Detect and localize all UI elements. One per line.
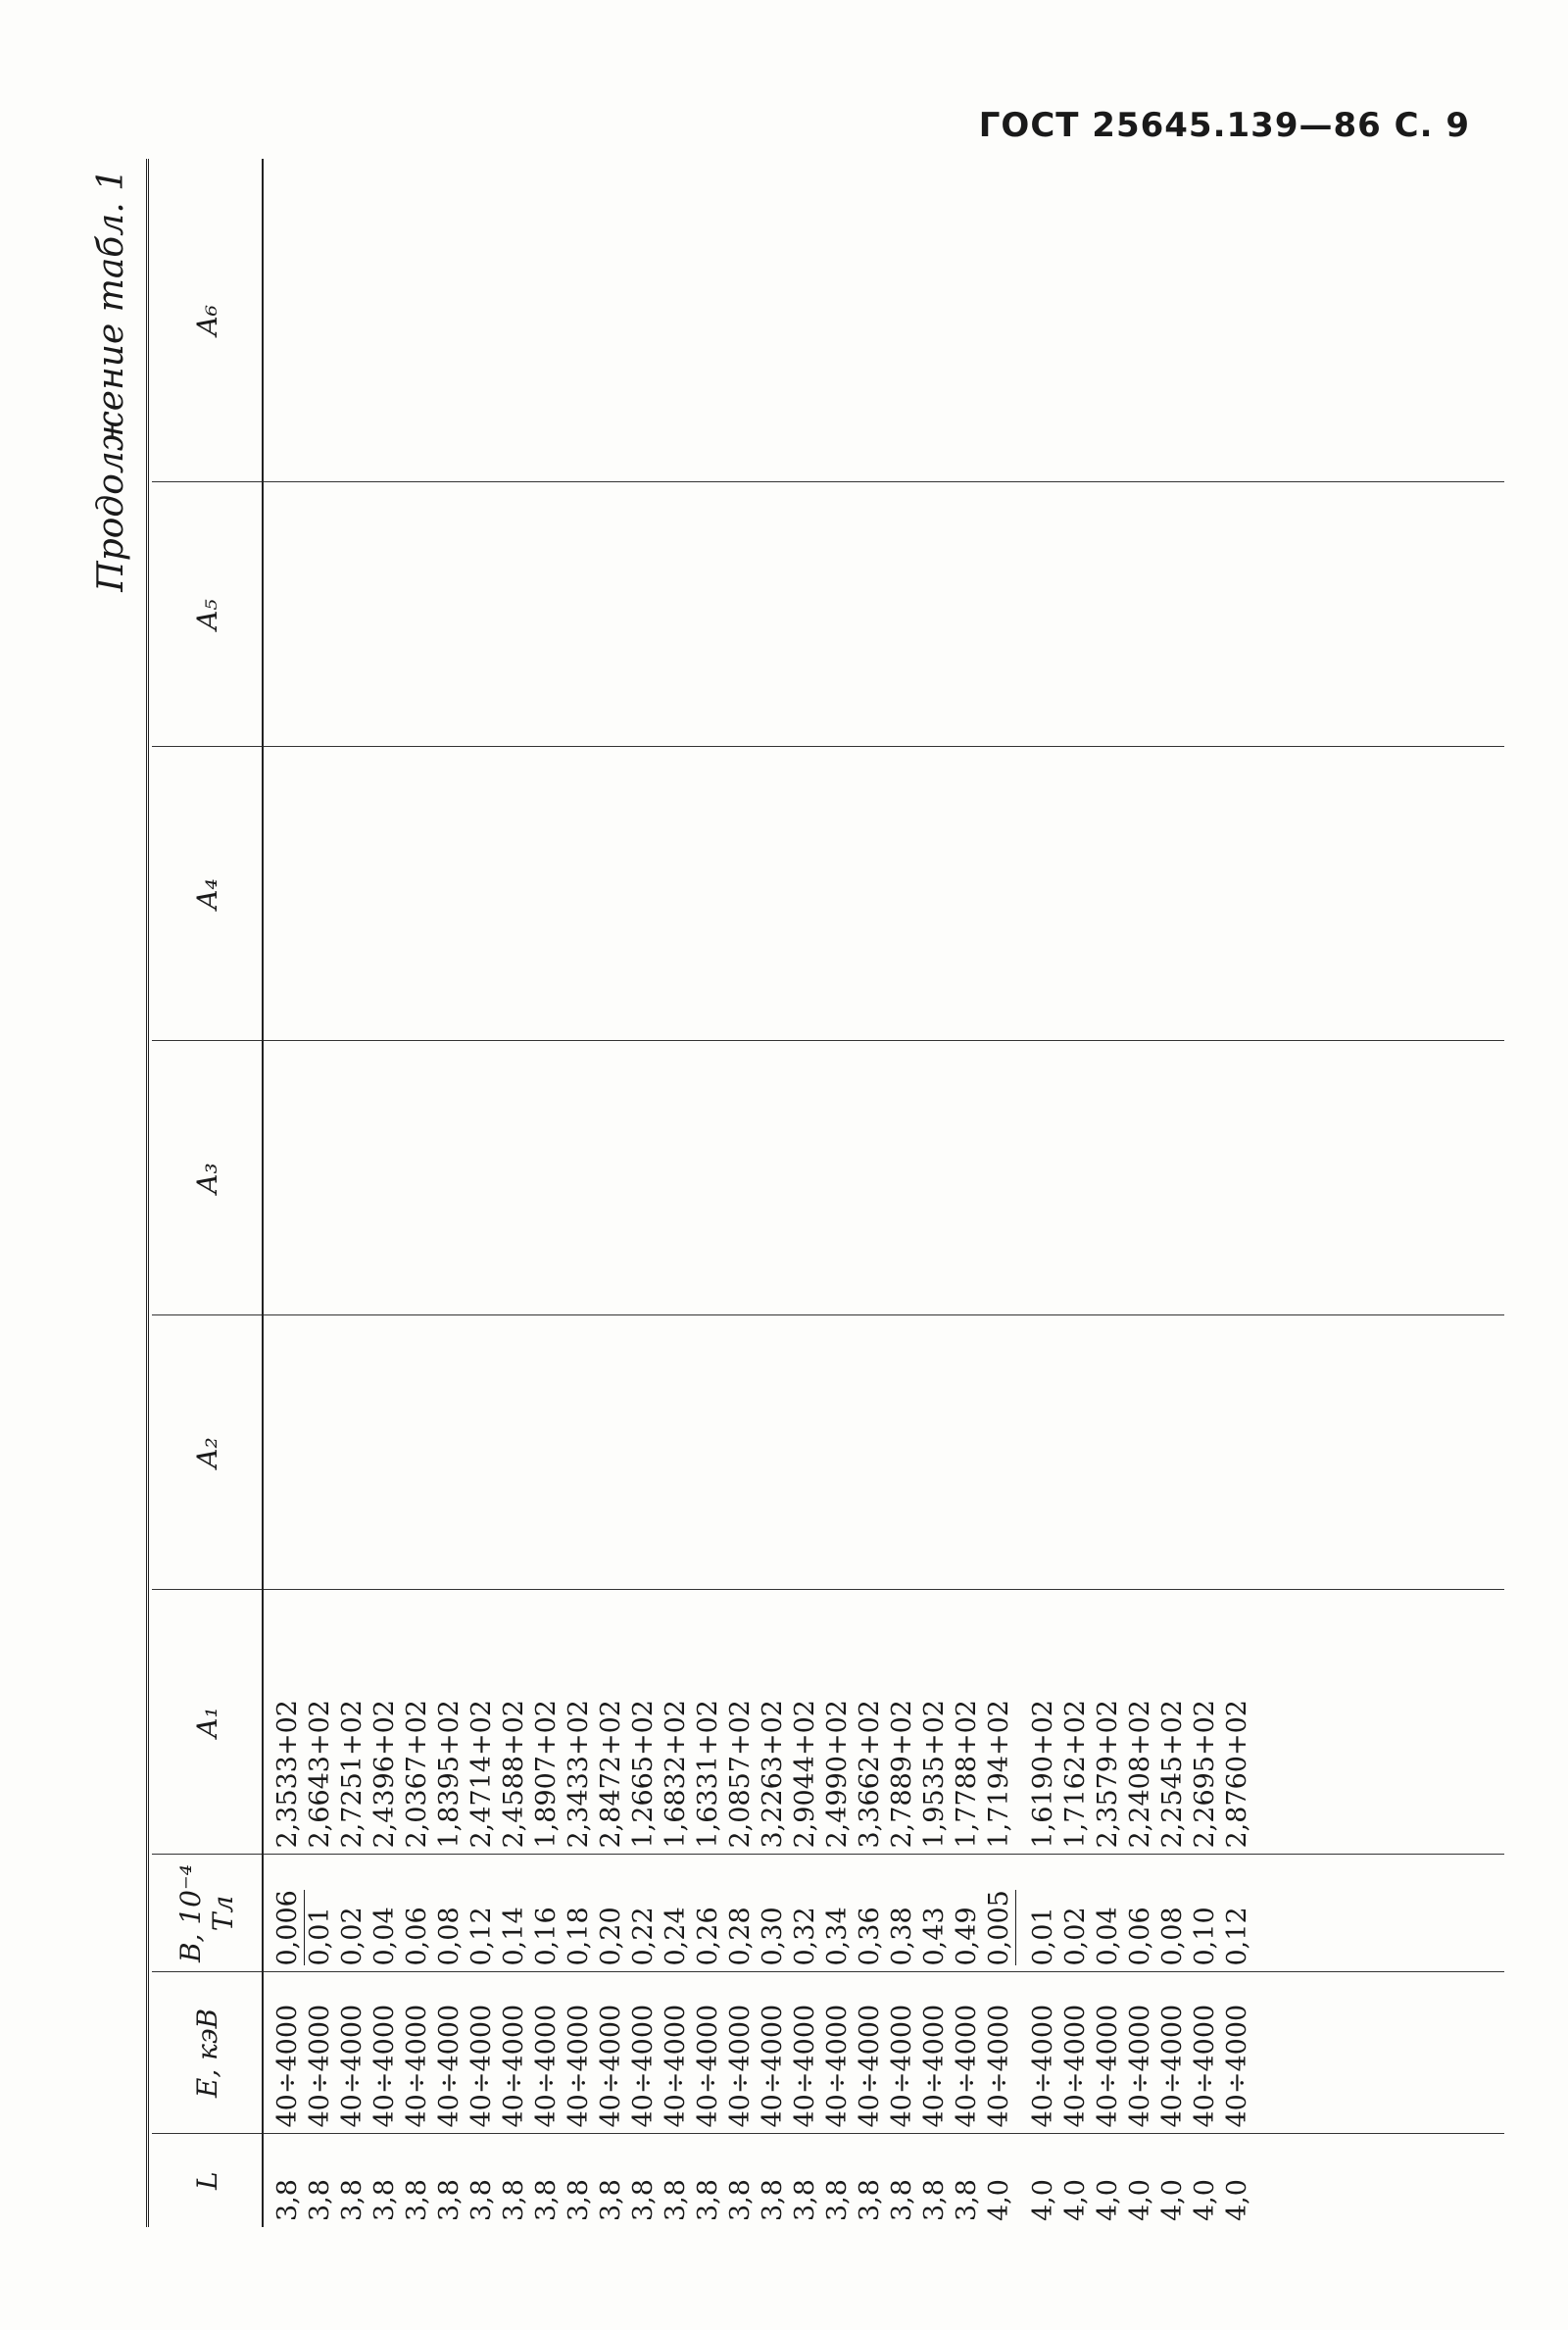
- cell-E-group2-6: 40÷4000: [1222, 2004, 1252, 2128]
- cell-L-group2-0: 4,0: [1028, 2179, 1058, 2221]
- cell-E-group1-20: 40÷4000: [919, 2004, 950, 2128]
- cell-L-group1-5: 3,8: [434, 2179, 465, 2221]
- col-B: [263, 1855, 1504, 1972]
- cell-E-group2-3: 40÷4000: [1125, 2004, 1155, 2128]
- cell-E-group1-11: 40÷4000: [628, 2004, 659, 2128]
- cell-L-group1-1: 3,8: [305, 2179, 335, 2221]
- cell-B-group1-16: 0,32: [790, 1907, 820, 1966]
- cell-E-group1-19: 40÷4000: [887, 2004, 917, 2128]
- cell-A1-group2-3: 2,2408+02: [1125, 1700, 1155, 1849]
- cell-B-group1-13: 0,26: [693, 1907, 723, 1966]
- cell-A1-group1-20: 1,9535+02: [919, 1700, 950, 1849]
- cell-E-group1-21: 40÷4000: [952, 2004, 982, 2128]
- page-header: ГОСТ 25645.139—86 С. 9: [978, 106, 1470, 145]
- cell-E-group1-17: 40÷4000: [822, 2004, 853, 2128]
- col-A3: [263, 1041, 1504, 1315]
- cell-B-group2-4: 0,08: [1157, 1907, 1188, 1966]
- cell-B-group2-3: 0,06: [1125, 1907, 1155, 1966]
- cell-E-group1-9: 40÷4000: [564, 2004, 594, 2128]
- cell-A1-group1-5: 1,8395+02: [434, 1700, 465, 1849]
- group-gap: [1015, 2135, 1027, 2222]
- cell-A1-group1-15: 3,2263+02: [758, 1700, 788, 1849]
- col-header-A2: A₂: [152, 1315, 263, 1590]
- cell-L-group1-22: 4,0: [984, 2179, 1014, 2221]
- cell-B-group2-2: 0,04: [1093, 1907, 1123, 1966]
- cell-E-group1-15: 40÷4000: [758, 2004, 788, 2128]
- cell-A1-group1-7: 2,4588+02: [499, 1700, 529, 1849]
- group-gap: [1015, 1856, 1027, 1966]
- cell-B-group1-4: 0,06: [402, 1907, 432, 1966]
- table-top-rule: [146, 159, 149, 2227]
- col-header-A4: A₄: [152, 747, 263, 1041]
- cell-E-group1-3: 40÷4000: [369, 2004, 400, 2128]
- cell-E-group1-18: 40÷4000: [855, 2004, 885, 2128]
- cell-E-group2-4: 40÷4000: [1157, 2004, 1188, 2128]
- cell-L-group1-17: 3,8: [822, 2179, 853, 2221]
- cell-A1-group1-11: 1,2665+02: [628, 1700, 659, 1849]
- cell-B-group1-10: 0,20: [596, 1907, 626, 1966]
- col-A6: [263, 159, 1504, 482]
- cell-B-group1-15: 0,30: [758, 1907, 788, 1966]
- cell-E-group1-16: 40÷4000: [790, 2004, 820, 2128]
- col-header-L: L: [152, 2134, 263, 2227]
- cell-E-group1-0: 40÷4000: [272, 2004, 303, 2128]
- cell-E-group1-6: 40÷4000: [466, 2004, 497, 2128]
- cell-E-group1-13: 40÷4000: [693, 2004, 723, 2128]
- cell-B-group1-22: [983, 1856, 1015, 1966]
- header-row: [152, 159, 263, 2227]
- data-table: [152, 159, 1504, 2227]
- cell-A1-group1-10: 2,8472+02: [596, 1700, 626, 1849]
- cell-L-group2-5: 4,0: [1190, 2179, 1220, 2221]
- cell-A1-group1-14: 2,0857+02: [725, 1700, 756, 1849]
- cell-E-group1-12: 40÷4000: [661, 2004, 691, 2128]
- cell-A1-group1-17: 2,4990+02: [822, 1700, 853, 1849]
- cell-A1-group1-21: 1,7788+02: [952, 1700, 982, 1849]
- cell-L-group1-13: 3,8: [693, 2179, 723, 2221]
- cell-L-group1-21: 3,8: [952, 2179, 982, 2221]
- cell-E-group1-4: 40÷4000: [402, 2004, 432, 2128]
- cell-B-group1-6: 0,12: [466, 1907, 497, 1966]
- cell-E-group1-1: 40÷4000: [305, 2004, 335, 2128]
- cell-B-group1-20: 0,43: [919, 1907, 950, 1966]
- cell-E-group1-2: 40÷4000: [337, 2004, 368, 2128]
- cell-L-group1-16: 3,8: [790, 2179, 820, 2221]
- cell-A1-group1-19: 2,7889+02: [887, 1700, 917, 1849]
- cell-L-group2-1: 4,0: [1060, 2179, 1091, 2221]
- cell-B-group2-1: 0,02: [1060, 1907, 1091, 1966]
- cell-B-group1-5: 0,08: [434, 1907, 465, 1966]
- col-A4: [263, 747, 1504, 1041]
- cell-B-group1-17: 0,34: [822, 1907, 853, 1966]
- cell-A1-group2-2: 2,3579+02: [1093, 1700, 1123, 1849]
- cell-E-group2-5: 40÷4000: [1190, 2004, 1220, 2128]
- col-header-A5: A₅: [152, 482, 263, 747]
- cell-E-group1-10: 40÷4000: [596, 2004, 626, 2128]
- group-gap: [1015, 1591, 1027, 1849]
- cell-B-group1-7: 0,14: [499, 1907, 529, 1966]
- cell-L-group2-4: 4,0: [1157, 2179, 1188, 2221]
- col-E: [263, 1972, 1504, 2134]
- col-A5: [263, 482, 1504, 747]
- cell-A1-group2-0: 1,6190+02: [1028, 1700, 1058, 1849]
- cell-L-group2-3: 4,0: [1125, 2179, 1155, 2221]
- cell-B-group1-21: 0,49: [952, 1907, 982, 1966]
- cell-A1-group2-4: 2,2545+02: [1157, 1700, 1188, 1849]
- cell-E-group1-8: 40÷4000: [531, 2004, 562, 2128]
- cell-L-group1-11: 3,8: [628, 2179, 659, 2221]
- cell-A1-group1-0: 2,3533+02: [272, 1700, 303, 1849]
- cell-A1-group2-6: 2,8760+02: [1222, 1700, 1252, 1849]
- cell-L-group1-20: 3,8: [919, 2179, 950, 2221]
- cell-L-group1-4: 3,8: [402, 2179, 432, 2221]
- cell-L-group1-18: 3,8: [855, 2179, 885, 2221]
- cell-B-group1-2: 0,02: [337, 1907, 368, 1966]
- cell-B-group1-0: [271, 1856, 304, 1966]
- group-gap: [1015, 1973, 1027, 2128]
- col-header-B: B, 10⁻⁴ Тл: [152, 1855, 263, 1972]
- cell-E-group2-0: 40÷4000: [1028, 2004, 1058, 2128]
- cell-E-group2-1: 40÷4000: [1060, 2004, 1091, 2128]
- rotated-table-block: [91, 159, 1504, 2227]
- cell-B-group1-11: 0,22: [628, 1907, 659, 1966]
- cell-B-group2-5: 0,10: [1190, 1907, 1220, 1966]
- cell-B-group1-3: 0,04: [369, 1907, 400, 1966]
- cell-L-group1-19: 3,8: [887, 2179, 917, 2221]
- table-body-row: [263, 159, 1504, 2227]
- cell-L-group1-2: 3,8: [337, 2179, 368, 2221]
- cell-B-group2-0: 0,01: [1028, 1907, 1058, 1966]
- cell-B-group1-19: 0,38: [887, 1907, 917, 1966]
- cell-L-group1-9: 3,8: [564, 2179, 594, 2221]
- cell-E-group2-2: 40÷4000: [1093, 2004, 1123, 2128]
- cell-L-group1-6: 3,8: [466, 2179, 497, 2221]
- cell-E-group1-7: 40÷4000: [499, 2004, 529, 2128]
- cell-L-group2-6: 4,0: [1222, 2179, 1252, 2221]
- cell-L-group1-15: 3,8: [758, 2179, 788, 2221]
- cell-A1-group1-3: 2,4396+02: [369, 1700, 400, 1849]
- cell-A1-group1-16: 2,9044+02: [790, 1700, 820, 1849]
- col-header-A1: A₁: [152, 1590, 263, 1855]
- cell-B-group2-6: 0,12: [1222, 1907, 1252, 1966]
- cell-A1-group1-2: 2,7251+02: [337, 1700, 368, 1849]
- col-header-E: E, кэВ: [152, 1972, 263, 2134]
- cell-A1-group1-12: 1,6832+02: [661, 1700, 691, 1849]
- cell-L-group1-10: 3,8: [596, 2179, 626, 2221]
- cell-B-group1-12: 0,24: [661, 1907, 691, 1966]
- underlined-value: 0,006: [272, 1890, 303, 1966]
- cell-L-group2-2: 4,0: [1093, 2179, 1123, 2221]
- col-header-A6: A₆: [152, 159, 263, 482]
- underlined-value: 0,005: [984, 1890, 1014, 1966]
- cell-L-group1-0: 3,8: [272, 2179, 303, 2221]
- cell-B-group1-14: 0,28: [725, 1907, 756, 1966]
- cell-A1-group1-1: 2,6643+02: [305, 1700, 335, 1849]
- cell-B-group1-9: 0,18: [564, 1907, 594, 1966]
- col-A2: [263, 1315, 1504, 1590]
- cell-E-group1-5: 40÷4000: [434, 2004, 465, 2128]
- col-header-A3: A₃: [152, 1041, 263, 1315]
- cell-E-group1-14: 40÷4000: [725, 2004, 756, 2128]
- cell-A1-group1-4: 2,0367+02: [402, 1700, 432, 1849]
- cell-A1-group1-6: 2,4714+02: [466, 1700, 497, 1849]
- cell-A1-group2-5: 2,2695+02: [1190, 1700, 1220, 1849]
- table-caption: Продолжение табл. 1: [91, 169, 131, 592]
- cell-B-group1-1: 0,01: [305, 1907, 335, 1966]
- cell-B-group1-18: 0,36: [855, 1907, 885, 1966]
- cell-L-group1-7: 3,8: [499, 2179, 529, 2221]
- cell-E-group1-22: 40÷4000: [984, 2004, 1014, 2128]
- cell-B-group1-8: 0,16: [531, 1907, 562, 1966]
- cell-L-group1-8: 3,8: [531, 2179, 562, 2221]
- cell-L-group1-3: 3,8: [369, 2179, 400, 2221]
- col-A1: [263, 1590, 1504, 1855]
- col-L: [263, 2134, 1504, 2227]
- cell-A1-group1-18: 3,3662+02: [855, 1700, 885, 1849]
- cell-A1-group2-1: 1,7162+02: [1060, 1700, 1091, 1849]
- cell-A1-group1-22: 1,7194+02: [984, 1700, 1014, 1849]
- cell-A1-group1-8: 1,8907+02: [531, 1700, 562, 1849]
- cell-L-group1-14: 3,8: [725, 2179, 756, 2221]
- cell-L-group1-12: 3,8: [661, 2179, 691, 2221]
- cell-A1-group1-13: 1,6331+02: [693, 1700, 723, 1849]
- cell-A1-group1-9: 2,3433+02: [564, 1700, 594, 1849]
